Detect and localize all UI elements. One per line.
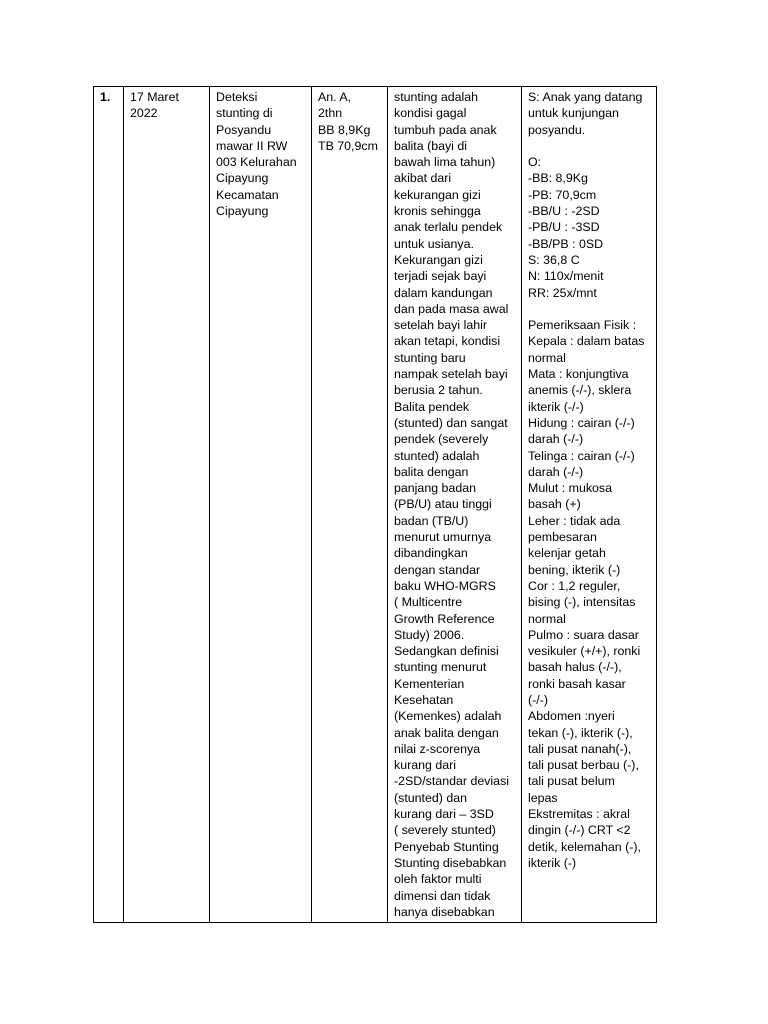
text-line: Mata : konjungtiva (528, 367, 629, 382)
theory-text (394, 89, 516, 920)
patient-text (318, 89, 382, 154)
text-line: -2SD/standar deviasi (394, 774, 510, 789)
text-line: Deteksi (216, 90, 258, 104)
text-line: stunting baru (394, 350, 466, 365)
text-line: panjang badan (394, 481, 476, 496)
text-line: basah (+) (528, 497, 581, 512)
text-line: tali pusat berbau (-), (528, 758, 639, 773)
text-line: normal (528, 611, 566, 626)
text-line: akibat dari (394, 171, 452, 186)
table-row (94, 87, 657, 923)
text-line: ronki basah kasar (528, 676, 626, 691)
text-line: Leher : tidak ada (528, 513, 621, 528)
text-line: Pulmo : suara dasar (528, 627, 639, 642)
text-line: tali pusat belum (528, 774, 615, 789)
date-text (130, 89, 204, 122)
text-line: ( Multicentre (394, 595, 463, 610)
text-line: Mulut : mukosa (528, 481, 613, 496)
text-line: 2thn (318, 106, 343, 121)
text-line: berusia 2 tahun. (394, 383, 483, 398)
text-line: Cipayung (216, 204, 269, 219)
text-line: Study) 2006. (394, 627, 465, 642)
text-line: darah (-/-) (528, 464, 584, 479)
text-line: (PB/U) atau tinggi (394, 497, 492, 512)
text-line: dan pada masa awal (394, 301, 509, 316)
text-line: kekurangan gizi (394, 187, 481, 202)
text-line: pembesaran (528, 530, 597, 545)
text-line: N: 110x/menit (528, 269, 604, 284)
text-line: darah (-/-) (528, 432, 584, 447)
text-line: tekan (-), ikterik (-), (528, 725, 633, 740)
text-line: kondisi gagal (394, 106, 467, 121)
text-line: Penyebab Stunting (394, 839, 499, 854)
patient-cell (312, 87, 388, 923)
text-line: stunting di (216, 106, 273, 121)
activity-cell (210, 87, 312, 923)
text-line: untuk kunjungan (528, 106, 619, 121)
text-line: badan (TB/U) (394, 513, 469, 528)
text-line: RR: 25x/mnt (528, 285, 597, 300)
text-line: Kementerian (394, 676, 465, 691)
text-line: (stunted) dan (394, 790, 468, 805)
text-line: anemis (-/-), sklera (528, 383, 632, 398)
text-line: bening, ikterik (-) (528, 562, 621, 577)
text-line: Kepala : dalam batas (528, 334, 645, 349)
text-line: Balita pendek (394, 399, 470, 414)
text-line: Kekurangan gizi (394, 252, 483, 267)
text-line: setelah bayi lahir (394, 318, 487, 333)
text-line: -PB/U : -3SD (528, 220, 600, 235)
text-line: baku WHO-MGRS (394, 578, 496, 593)
text-line: ( severely stunted) (394, 823, 496, 838)
text-line: Abdomen :nyeri (528, 709, 615, 724)
text-line: Pemeriksaan Fisik : (528, 318, 637, 333)
text-line: dengan standar (394, 562, 481, 577)
text-line: pendek (severely (394, 432, 489, 447)
text-line: tumbuh pada anak (394, 122, 497, 137)
text-line: kelenjar getah (528, 546, 606, 561)
text-line: kronis sehingga (394, 204, 481, 219)
report-table (93, 86, 657, 923)
text-line: nilai z-scorenya (394, 741, 481, 756)
text-line: dingin (-/-) CRT <2 (528, 823, 631, 838)
text-line: kurang dari – 3SD (394, 807, 494, 822)
text-line: -BB/U : -2SD (528, 204, 600, 219)
text-line: balita (bayi di (394, 138, 468, 153)
text-line: dimensi dan tidak (394, 888, 491, 903)
text-line: ikterik (-) (528, 855, 577, 870)
text-line: Sedangkan definisi (394, 644, 499, 659)
text-line: bawah lima tahun) (394, 155, 496, 170)
text-line: terjadi sejak bayi (394, 269, 487, 284)
text-line: dalam kandungan (394, 285, 493, 300)
text-line: nampak setelah bayi (394, 367, 508, 382)
text-line: Posyandu (216, 122, 272, 137)
text-line: -BB: 8,9Kg (528, 171, 588, 186)
text-line: mawar II RW (216, 138, 288, 153)
text-line: stunting menurut (394, 660, 487, 675)
text-line: S: 36,8 C (528, 252, 580, 267)
activity-text (216, 89, 306, 219)
date-cell (124, 87, 210, 923)
text-line: stunting adalah (394, 90, 479, 104)
text-line: 2022 (130, 106, 158, 121)
text-line: Telinga : cairan (-/-) (528, 448, 635, 463)
row-number-cell (94, 87, 124, 923)
text-line: 17 Maret (130, 90, 179, 104)
text-line: O: (528, 155, 542, 170)
text-line: detik, kelemahan (-), (528, 839, 641, 854)
text-line: Growth Reference (394, 611, 495, 626)
text-line (528, 301, 651, 317)
text-line: -PB: 70,9cm (528, 187, 597, 202)
text-line: untuk usianya. (394, 236, 474, 251)
text-line: -BB/PB : 0SD (528, 236, 604, 251)
text-line (528, 138, 651, 154)
text-line: Stunting disebabkan (394, 855, 507, 870)
text-line: Cipayung (216, 171, 269, 186)
text-line: An. A, (318, 90, 352, 104)
text-line: (Kemenkes) adalah (394, 709, 502, 724)
text-line: tali pusat nanah(-), (528, 741, 632, 756)
text-line: balita dengan (394, 464, 469, 479)
text-line: basah halus (-/-), (528, 660, 622, 675)
text-line: kurang dari (394, 758, 456, 773)
text-line: BB 8,9Kg (318, 122, 371, 137)
text-line: Kesehatan (394, 692, 454, 707)
text-line: posyandu. (528, 122, 586, 137)
row-number: 1. (100, 90, 111, 104)
text-line: anak balita dengan (394, 725, 499, 740)
text-line: Cor : 1,2 reguler, (528, 578, 621, 593)
text-line: TB 70,9cm (318, 138, 378, 153)
text-line: (-/-) (528, 692, 548, 707)
text-line: Ekstremitas : akral (528, 807, 630, 822)
text-line: hanya disebabkan (394, 904, 495, 919)
text-line: bising (-), intensitas (528, 595, 636, 610)
text-line: 003 Kelurahan (216, 155, 297, 170)
text-line: anak terlalu pendek (394, 220, 503, 235)
text-line: oleh faktor multi (394, 872, 482, 887)
text-line: lepas (528, 790, 558, 805)
text-line: Kecamatan (216, 187, 279, 202)
assessment-text (528, 89, 651, 871)
text-line: Hidung : cairan (-/-) (528, 415, 635, 430)
theory-cell (388, 87, 522, 923)
text-line: ikterik (-/-) (528, 399, 584, 414)
text-line: normal (528, 350, 566, 365)
text-line: stunted) adalah (394, 448, 480, 463)
assessment-cell (522, 87, 657, 923)
text-line: S: Anak yang datang (528, 90, 643, 104)
text-line: menurut umurnya (394, 530, 492, 545)
text-line: vesikuler (+/+), ronki (528, 644, 641, 659)
text-line: dibandingkan (394, 546, 468, 561)
text-line: akan tetapi, kondisi (394, 334, 501, 349)
text-line: (stunted) dan sangat (394, 415, 508, 430)
